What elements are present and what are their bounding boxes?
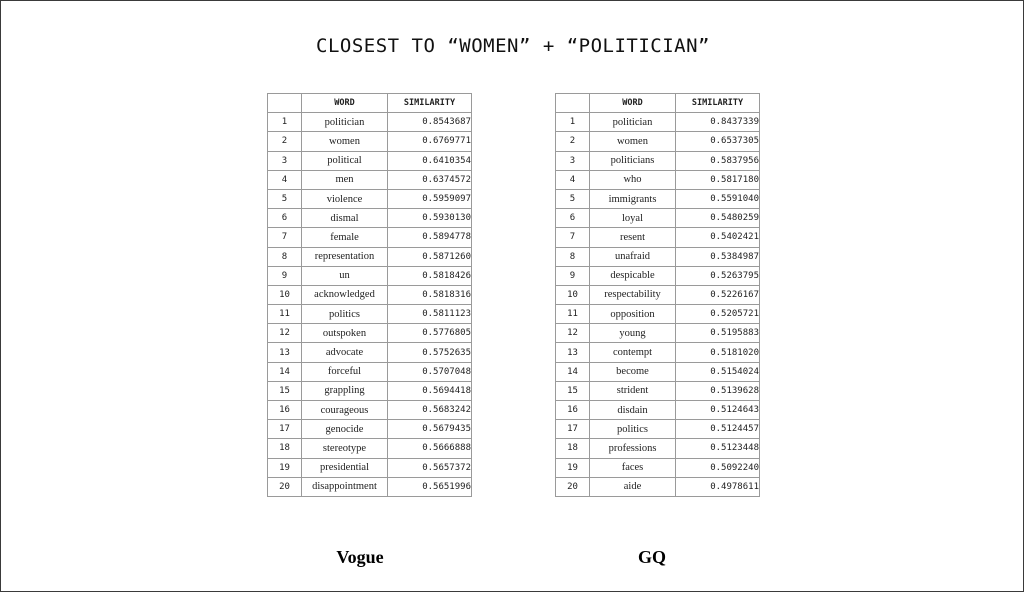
table-row (268, 381, 472, 400)
table-row (556, 305, 760, 324)
table-row (556, 132, 760, 151)
similarity-cell: 0.5657372 (388, 458, 472, 477)
table-row (268, 132, 472, 151)
similarity-column-header: SIMILARITY (676, 94, 760, 113)
rank-cell: 2 (556, 132, 590, 151)
rank-cell: 20 (556, 477, 590, 496)
table-row (556, 420, 760, 439)
similarity-cell: 0.5092240 (676, 458, 760, 477)
rank-cell: 8 (556, 247, 590, 266)
word-cell: become (590, 362, 676, 381)
word-cell: immigrants (590, 189, 676, 208)
similarity-cell: 0.6537305 (676, 132, 760, 151)
word-cell: unafraid (590, 247, 676, 266)
word-cell: acknowledged (302, 285, 388, 304)
table-row (268, 305, 472, 324)
word-cell: resent (590, 228, 676, 247)
vogue-similarity-table (267, 93, 472, 497)
page-title: CLOSEST TO “WOMEN” + “POLITICIAN” (316, 35, 710, 57)
similarity-cell: 0.6769771 (388, 132, 472, 151)
similarity-cell: 0.5195883 (676, 324, 760, 343)
word-cell: forceful (302, 362, 388, 381)
table-row (556, 477, 760, 496)
similarity-cell: 0.5124457 (676, 420, 760, 439)
rank-cell: 20 (268, 477, 302, 496)
rank-cell: 4 (268, 170, 302, 189)
similarity-cell: 0.5894778 (388, 228, 472, 247)
similarity-cell: 0.5384987 (676, 247, 760, 266)
rank-cell: 5 (268, 189, 302, 208)
word-cell: men (302, 170, 388, 189)
similarity-cell: 0.5480259 (676, 209, 760, 228)
vogue-caption: Vogue (336, 547, 384, 567)
word-cell: who (590, 170, 676, 189)
word-cell: female (302, 228, 388, 247)
rank-cell: 13 (268, 343, 302, 362)
rank-cell: 1 (556, 113, 590, 132)
table-row (556, 228, 760, 247)
word-column-header: WORD (590, 94, 676, 113)
word-column-header: WORD (302, 94, 388, 113)
table-row (268, 285, 472, 304)
similarity-cell: 0.5930130 (388, 209, 472, 228)
rank-cell: 12 (556, 324, 590, 343)
word-cell: women (302, 132, 388, 151)
similarity-cell: 0.4978611 (676, 477, 760, 496)
rank-cell: 7 (268, 228, 302, 247)
similarity-cell: 0.5817180 (676, 170, 760, 189)
rank-cell: 17 (268, 420, 302, 439)
word-cell: strident (590, 381, 676, 400)
rank-cell: 14 (556, 362, 590, 381)
word-cell: professions (590, 439, 676, 458)
word-cell: courageous (302, 401, 388, 420)
table-header-row (556, 94, 760, 113)
similarity-cell: 0.5694418 (388, 381, 472, 400)
table-row (268, 209, 472, 228)
similarity-cell: 0.5402421 (676, 228, 760, 247)
similarity-cell: 0.5707048 (388, 362, 472, 381)
table-row (268, 151, 472, 170)
rank-cell: 18 (268, 439, 302, 458)
similarity-cell: 0.5205721 (676, 305, 760, 324)
word-cell: faces (590, 458, 676, 477)
similarity-cell: 0.5837956 (676, 151, 760, 170)
rank-cell: 17 (556, 420, 590, 439)
similarity-cell: 0.5591040 (676, 189, 760, 208)
similarity-cell: 0.5811123 (388, 305, 472, 324)
word-cell: political (302, 151, 388, 170)
rank-cell: 11 (556, 305, 590, 324)
similarity-cell: 0.5139628 (676, 381, 760, 400)
word-cell: opposition (590, 305, 676, 324)
table-row (556, 458, 760, 477)
similarity-cell: 0.5181020 (676, 343, 760, 362)
word-cell: genocide (302, 420, 388, 439)
table-row (556, 285, 760, 304)
rank-cell: 15 (268, 381, 302, 400)
rank-cell: 2 (268, 132, 302, 151)
table-row (556, 381, 760, 400)
word-cell: contempt (590, 343, 676, 362)
word-cell: disappointment (302, 477, 388, 496)
rank-cell: 3 (268, 151, 302, 170)
word-cell: violence (302, 189, 388, 208)
table-row (556, 324, 760, 343)
rank-cell: 6 (268, 209, 302, 228)
table-row (268, 458, 472, 477)
table-row (268, 113, 472, 132)
table-row (556, 362, 760, 381)
word-cell: politician (302, 113, 388, 132)
similarity-cell: 0.5871260 (388, 247, 472, 266)
table-row (268, 343, 472, 362)
rank-cell: 5 (556, 189, 590, 208)
table-row (556, 113, 760, 132)
similarity-cell: 0.5124643 (676, 401, 760, 420)
similarity-cell: 0.5123448 (676, 439, 760, 458)
table-row (268, 401, 472, 420)
word-cell: respectability (590, 285, 676, 304)
similarity-cell: 0.6374572 (388, 170, 472, 189)
table-row (556, 439, 760, 458)
word-cell: stereotype (302, 439, 388, 458)
similarity-cell: 0.5959097 (388, 189, 472, 208)
word-cell: despicable (590, 266, 676, 285)
similarity-cell: 0.5776805 (388, 324, 472, 343)
similarity-cell: 0.5752635 (388, 343, 472, 362)
word-cell: aide (590, 477, 676, 496)
rank-cell: 16 (556, 401, 590, 420)
word-cell: politics (590, 420, 676, 439)
word-cell: representation (302, 247, 388, 266)
word-cell: loyal (590, 209, 676, 228)
similarity-cell: 0.6410354 (388, 151, 472, 170)
rank-cell: 10 (556, 285, 590, 304)
rank-cell: 19 (268, 458, 302, 477)
word-cell: young (590, 324, 676, 343)
table-row (268, 170, 472, 189)
similarity-cell: 0.5651996 (388, 477, 472, 496)
rank-cell: 6 (556, 209, 590, 228)
table-row (268, 228, 472, 247)
table-row (268, 247, 472, 266)
table-row (268, 324, 472, 343)
rank-cell: 9 (556, 266, 590, 285)
word-cell: disdain (590, 401, 676, 420)
word-cell: politician (590, 113, 676, 132)
table-row (268, 439, 472, 458)
rank-cell: 16 (268, 401, 302, 420)
rank-cell: 12 (268, 324, 302, 343)
table-row (268, 362, 472, 381)
rank-cell: 9 (268, 266, 302, 285)
rank-column-header (556, 94, 590, 113)
word-cell: advocate (302, 343, 388, 362)
table-header-row (268, 94, 472, 113)
similarity-cell: 0.5818426 (388, 266, 472, 285)
table-row (556, 189, 760, 208)
rank-cell: 15 (556, 381, 590, 400)
word-cell: presidential (302, 458, 388, 477)
word-cell: outspoken (302, 324, 388, 343)
gq-similarity-table (555, 93, 760, 497)
table-row (268, 266, 472, 285)
word-cell: women (590, 132, 676, 151)
similarity-cell: 0.5679435 (388, 420, 472, 439)
similarity-column-header: SIMILARITY (388, 94, 472, 113)
similarity-cell: 0.5263795 (676, 266, 760, 285)
rank-cell: 19 (556, 458, 590, 477)
table-row (556, 266, 760, 285)
rank-cell: 3 (556, 151, 590, 170)
gq-caption: GQ (637, 547, 666, 567)
rank-cell: 18 (556, 439, 590, 458)
rank-cell: 13 (556, 343, 590, 362)
table-row (556, 401, 760, 420)
word-cell: politicians (590, 151, 676, 170)
similarity-cell: 0.8543687 (388, 113, 472, 132)
similarity-cell: 0.5818316 (388, 285, 472, 304)
word-cell: un (302, 266, 388, 285)
rank-cell: 1 (268, 113, 302, 132)
rank-cell: 10 (268, 285, 302, 304)
table-row (556, 151, 760, 170)
rank-cell: 4 (556, 170, 590, 189)
rank-column-header (268, 94, 302, 113)
table-row (556, 170, 760, 189)
similarity-cell: 0.8437339 (676, 113, 760, 132)
rank-cell: 11 (268, 305, 302, 324)
similarity-cell: 0.5666888 (388, 439, 472, 458)
word-cell: dismal (302, 209, 388, 228)
table-row (556, 247, 760, 266)
rank-cell: 14 (268, 362, 302, 381)
rank-cell: 7 (556, 228, 590, 247)
table-row (268, 477, 472, 496)
word-cell: politics (302, 305, 388, 324)
similarity-cell: 0.5226167 (676, 285, 760, 304)
table-row (268, 189, 472, 208)
table-row (556, 343, 760, 362)
table-row (556, 209, 760, 228)
similarity-cell: 0.5683242 (388, 401, 472, 420)
rank-cell: 8 (268, 247, 302, 266)
table-row (268, 420, 472, 439)
word-cell: grappling (302, 381, 388, 400)
similarity-cell: 0.5154024 (676, 362, 760, 381)
